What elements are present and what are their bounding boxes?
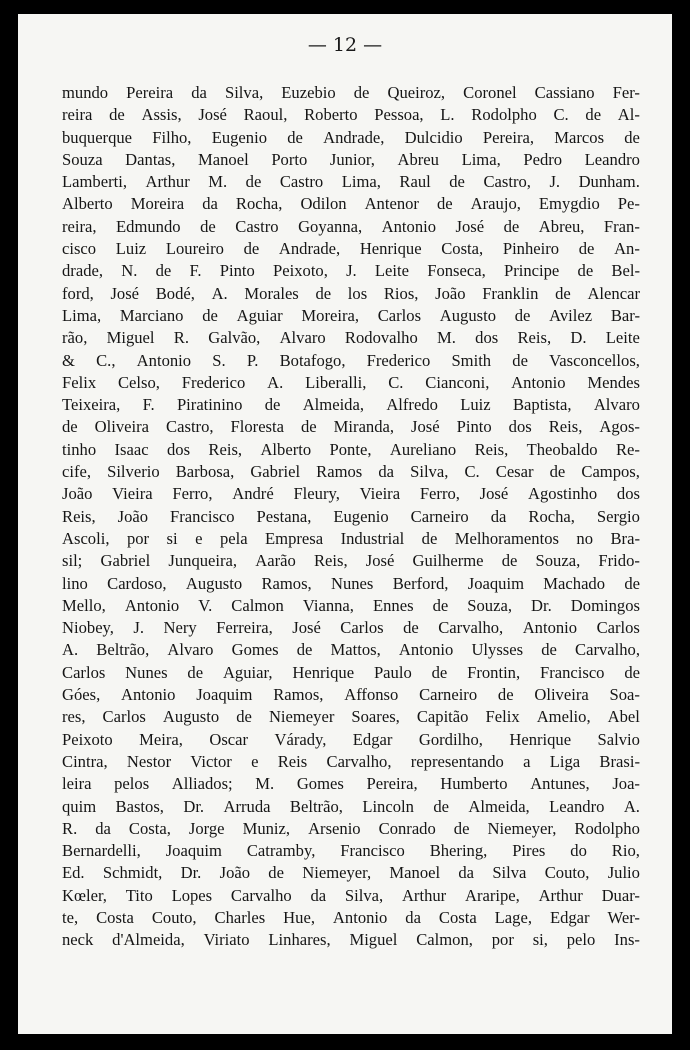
- body-text: [62, 82, 640, 952]
- text-line: reira, Edmundo de Castro Goyanna, Antonio José de Abreu, Fran-: [62, 216, 640, 236]
- text-line: Teixeira, F. Piratinino de Almeida, Alfredo Luiz Baptista, Alvaro: [62, 395, 640, 415]
- text-line: Lamberti, Arthur M. de Castro Lima, Raul de Castro, J. Dunham.: [62, 172, 640, 192]
- text-line: Felix Celso, Frederico A. Liberalli, C. Cianconi, Antonio Mendes: [62, 372, 640, 392]
- text-line: R. da Costa, Jorge Muniz, Arsenio Conrado de Niemeyer, Rodolpho: [62, 818, 640, 838]
- text-line: quim Bastos, Dr. Arruda Beltrão, Lincoln de Almeida, Leandro A.: [62, 796, 640, 816]
- text-line: leira pelos Alliados; M. Gomes Pereira, Humberto Antunes, Joa-: [62, 774, 640, 794]
- text-line: Carlos Nunes de Aguiar, Henrique Paulo de Frontin, Francisco de: [62, 662, 640, 682]
- text-line: buquerque Filho, Eugenio de Andrade, Dulcidio Pereira, Marcos de: [62, 127, 640, 147]
- text-line: reira de Assis, José Raoul, Roberto Pessoa, L. Rodolpho C. de Al-: [62, 105, 640, 125]
- text-line: sil; Gabriel Junqueira, Aarão Reis, José Guilherme de Souza, Frido-: [62, 551, 640, 571]
- text-line: res, Carlos Augusto de Niemeyer Soares, Capitão Felix Amelio, Abel: [62, 707, 640, 727]
- text-line: Ed. Schmidt, Dr. João de Niemeyer, Manoel da Silva Couto, Julio: [62, 863, 640, 883]
- text-line: neck d'Almeida, Viriato Linhares, Miguel Calmon, por si, pelo Ins-: [62, 930, 640, 950]
- text-line: & C., Antonio S. P. Botafogo, Frederico Smith de Vasconcellos,: [62, 350, 640, 370]
- text-line: Alberto Moreira da Rocha, Odilon Antenor de Araujo, Emygdio Pe-: [62, 194, 640, 214]
- text-line: mundo Pereira da Silva, Euzebio de Queiroz, Coronel Cassiano Fer-: [62, 83, 640, 102]
- text-line: cife, Silverio Barbosa, Gabriel Ramos da Silva, C. Cesar de Campos,: [62, 462, 640, 482]
- text-line: ford, José Bodé, A. Morales de los Rios, João Franklin de Alencar: [62, 283, 640, 303]
- text-line: tinho Isaac dos Reis, Alberto Ponte, Aureliano Reis, Theobaldo Re-: [62, 439, 640, 459]
- text-line: drade, N. de F. Pinto Peixoto, J. Leite Fonseca, Principe de Bel-: [62, 261, 640, 281]
- text-line: de Oliveira Castro, Floresta de Miranda, José Pinto dos Reis, Agos-: [62, 417, 640, 437]
- text-line: cisco Luiz Loureiro de Andrade, Henrique Costa, Pinheiro de An-: [62, 239, 640, 259]
- text-line: Souza Dantas, Manoel Porto Junior, Abreu Lima, Pedro Leandro: [62, 149, 640, 169]
- text-line: Mello, Antonio V. Calmon Vianna, Ennes de Souza, Dr. Domingos: [62, 595, 640, 615]
- text-line: João Vieira Ferro, André Fleury, Vieira Ferro, José Agostinho dos: [62, 484, 640, 504]
- text-line: Niobey, J. Nery Ferreira, José Carlos de Carvalho, Antonio Carlos: [62, 618, 640, 638]
- text-line: Reis, João Francisco Pestana, Eugenio Carneiro da Rocha, Sergio: [62, 506, 640, 526]
- text-line: Lima, Marciano de Aguiar Moreira, Carlos Augusto de Avilez Bar-: [62, 305, 640, 325]
- text-line: Ascoli, por si e pela Empresa Industrial de Melhoramentos no Bra-: [62, 528, 640, 548]
- text-line: lino Cardoso, Augusto Ramos, Nunes Berford, Joaquim Machado de: [62, 573, 640, 593]
- text-line: Bernardelli, Joaquim Catramby, Francisco Bhering, Pires do Rio,: [62, 841, 640, 861]
- text-line: rão, Miguel R. Galvão, Alvaro Rodovalho M. dos Reis, D. Leite: [62, 328, 640, 348]
- text-line: te, Costa Couto, Charles Hue, Antonio da Costa Lage, Edgar Wer-: [62, 907, 640, 927]
- text-line: Kœler, Tito Lopes Carvalho da Silva, Arthur Araripe, Arthur Duar-: [62, 885, 640, 905]
- text-line: Góes, Antonio Joaquim Ramos, Affonso Carneiro de Oliveira Soa-: [62, 685, 640, 705]
- text-line: A. Beltrão, Alvaro Gomes de Mattos, Antonio Ulysses de Carvalho,: [62, 640, 640, 660]
- text-line: Peixoto Meira, Oscar Várady, Edgar Gordilho, Henrique Salvio: [62, 729, 640, 749]
- page-number: — 12 —: [307, 34, 383, 56]
- document-page: [18, 14, 672, 1034]
- text-line: Cintra, Nestor Victor e Reis Carvalho, representando a Liga Brasi-: [62, 751, 640, 771]
